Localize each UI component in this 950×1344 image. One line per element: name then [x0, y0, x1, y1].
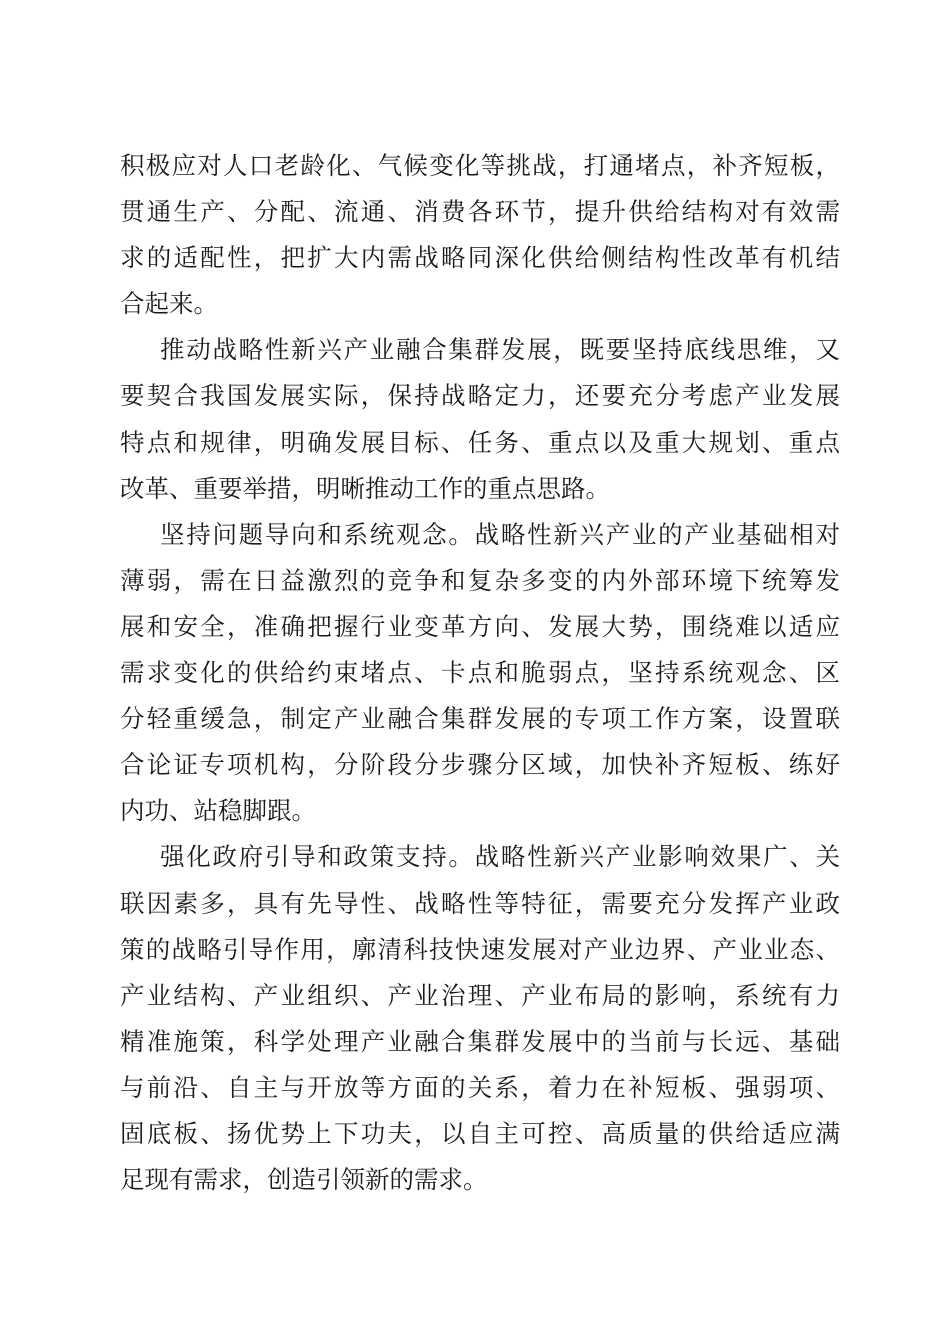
text-line: 强化政府引导和政策支持。战略性新兴产业影响效果广、关 [160, 842, 840, 872]
paragraph-4 [120, 834, 840, 1203]
text-line: 改革、重要举措，明晰推动工作的重点思路。 [120, 473, 610, 503]
text-line: 展和安全，准确把握行业变革方向、发展大势，围绕难以适应 [120, 611, 840, 641]
text-line: 产业结构、产业组织、产业治理、产业布局的影响，系统有力 [120, 980, 840, 1010]
text-line: 策的战略引导作用，廓清科技快速发展对产业边界、产业业态、 [120, 934, 840, 964]
text-line: 与前沿、自主与开放等方面的关系，着力在补短板、强弱项、 [120, 1072, 840, 1102]
text-line: 分轻重缓急，制定产业融合集群发展的专项工作方案，设置联 [120, 704, 840, 734]
text-line: 合论证专项机构，分阶段分步骤分区域，加快补齐短板、练好 [120, 750, 840, 780]
text-line: 推动战略性新兴产业融合集群发展，既要坚持底线思维，又 [160, 335, 840, 365]
paragraph-1 [120, 143, 840, 327]
text-line: 精准施策，科学处理产业融合集群发展中的当前与长远、基础 [120, 1026, 840, 1056]
text-line: 积极应对人口老龄化、气候变化等挑战，打通堵点，补齐短板， [120, 151, 840, 180]
paragraph-3 [120, 512, 840, 835]
body-text [120, 143, 840, 1203]
text-line: 薄弱，需在日益激烈的竞争和复杂多变的内外部环境下统筹发 [120, 565, 840, 595]
text-line: 求的适配性，把扩大内需战略同深化供给侧结构性改革有机结 [120, 243, 840, 273]
text-line: 需求变化的供给约束堵点、卡点和脆弱点，坚持系统观念、区 [120, 658, 840, 688]
text-line: 要契合我国发展实际，保持战略定力，还要充分考虑产业发展 [120, 381, 840, 411]
text-line: 特点和规律，明确发展目标、任务、重点以及重大规划、重点 [120, 427, 840, 457]
text-line: 坚持问题导向和系统观念。战略性新兴产业的产业基础相对 [160, 519, 840, 549]
text-line: 足现有需求，创造引领新的需求。 [120, 1165, 488, 1195]
text-line: 合起来。 [120, 289, 218, 319]
text-line: 内功、站稳脚跟。 [120, 796, 316, 826]
text-line: 联因素多，具有先导性、战略性等特征，需要充分发挥产业政 [120, 888, 840, 918]
text-line: 固底板、扬优势上下功夫，以自主可控、高质量的供给适应满 [120, 1118, 840, 1148]
paragraph-2 [120, 327, 840, 511]
text-line: 贯通生产、分配、流通、消费各环节，提升供给结构对有效需 [120, 197, 840, 227]
